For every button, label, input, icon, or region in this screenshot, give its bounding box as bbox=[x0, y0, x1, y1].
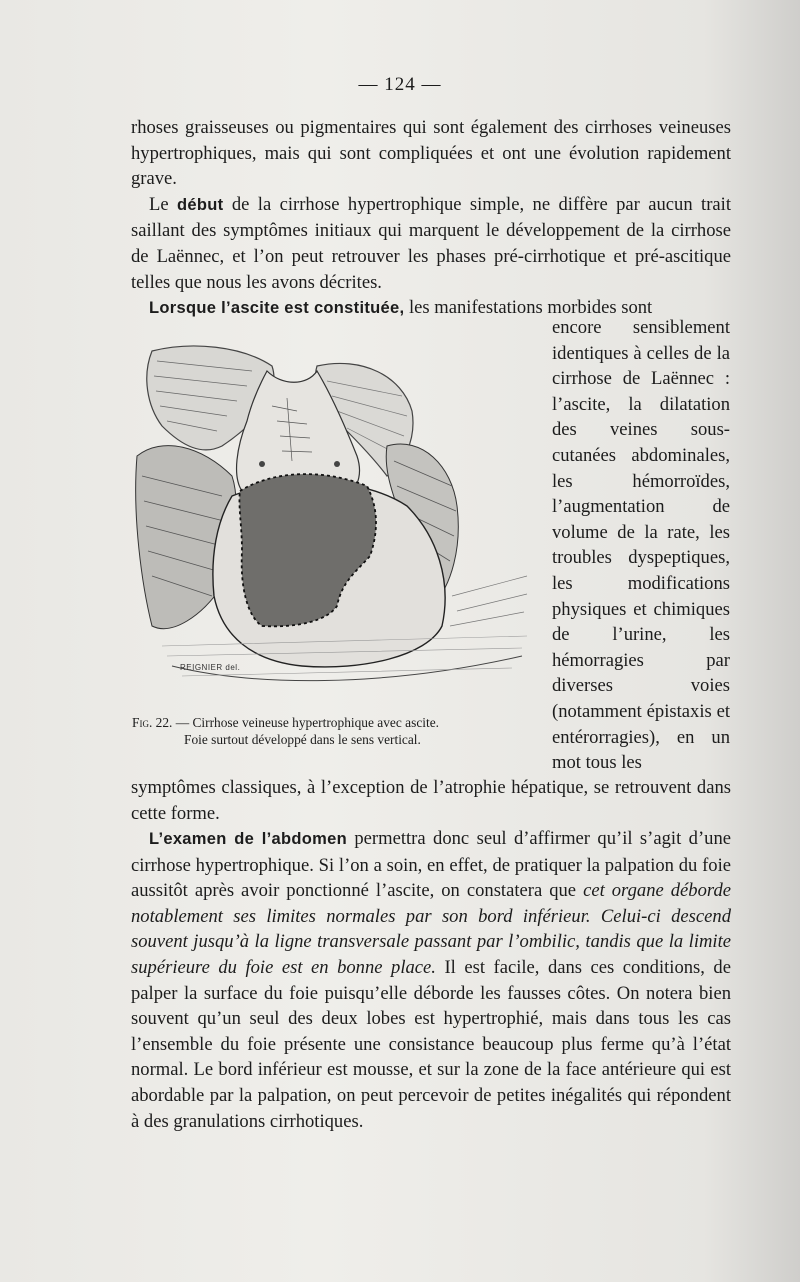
paragraph-2-start: Le bbox=[149, 193, 178, 215]
paragraph-4-bold: L’examen de l’abdomen bbox=[149, 830, 347, 848]
text-block-bottom bbox=[131, 826, 731, 1134]
caption-line-2: Foie surtout développé dans le sens vertical. bbox=[184, 732, 421, 747]
caption-line-1: — Cirrhose veineuse hypertrophique avec ascite. bbox=[172, 715, 439, 730]
text-block-top bbox=[131, 115, 731, 322]
paragraph-1: rhoses graisseuses ou pigmentaires qui sont également des cirrhoses veineuses hypertrophiques, mais qui sont compliquées et ont une évolution rapidement grave. bbox=[131, 117, 731, 190]
engraver-signature: REIGNIER del. bbox=[180, 663, 241, 672]
paragraph-4-start: permettra donc seul d’affirmer qu’il s’agit d’une cirrhose hypertrophique. Si l’on a soin, en effet, de pratiquer la palpation du foie aussitôt après avoir ponctionné l’ascite, on constatera que bbox=[131, 828, 731, 902]
text-after-figure bbox=[131, 775, 731, 826]
page-number: — 124 — bbox=[358, 74, 442, 95]
paragraph-3-end: symptômes classiques, à l’exception de l’atrophie hépatique, se retrouvent dans cette forme. bbox=[131, 777, 731, 824]
figure-label: Fig. 22. bbox=[132, 715, 173, 730]
paragraph-3-bold: Lorsque l’ascite est constituée, bbox=[149, 299, 405, 318]
paragraph-4 bbox=[131, 826, 731, 1134]
paragraph-3-lead: les manifestations morbides sont bbox=[404, 297, 653, 319]
text-beside-figure bbox=[552, 315, 730, 776]
paragraph-3-side: encore sensiblement identiques à celles de la cirrhose de Laënnec : l’ascite, la dilatation des veines sous-cutanées abdominales, les hémorroïdes, l’augmentation de volume de la rate, les troubles dyspeptiques, les modifications physiques et chimiques de l’urine, les hémorragies par diverses voies (notamment épistaxis et entérorragies), en un mot tous les bbox=[552, 317, 730, 774]
figure-illustration bbox=[132, 336, 532, 696]
paragraph-4-italic: cet organe déborde notablement ses limites normales par son bord inférieur. Celui-ci descend souvent jusqu’à la ligne transversale passant par l’ombilic, tandis que la limite supérieure du foie est en bonne place. bbox=[131, 880, 731, 978]
paragraph-4-rest: Il est facile, dans ces conditions, de palper la surface du foie puisqu’elle déborde les fausses côtes. On notera bien souvent qu’un seul des deux lobes est hypertrophié, mais dans tous les cas l’ensemble du foie présente une consistance beaucoup plus ferme qu’à l’état normal. Le bord inférieur est mousse, et sur la zone de la face antérieure qui est abordable par la palpation, on peut percevoir de petites inégalités qui répondent à des granulations cirrhotiques. bbox=[131, 956, 731, 1132]
paragraph-2-bold: début bbox=[177, 195, 224, 214]
paragraph-2 bbox=[131, 192, 731, 295]
paragraph-2-rest: de la cirrhose hypertrophique simple, ne diffère par aucun trait saillant des symptômes initiaux qui marquent le développement de la cirrhose de Laënnec, et l’on peut retrouver les phases pré-cirrhotique et pré-ascitique telles que nous les avons décrites. bbox=[131, 193, 731, 293]
figure-caption bbox=[132, 714, 540, 748]
abdomen-engraving-image bbox=[132, 336, 532, 696]
